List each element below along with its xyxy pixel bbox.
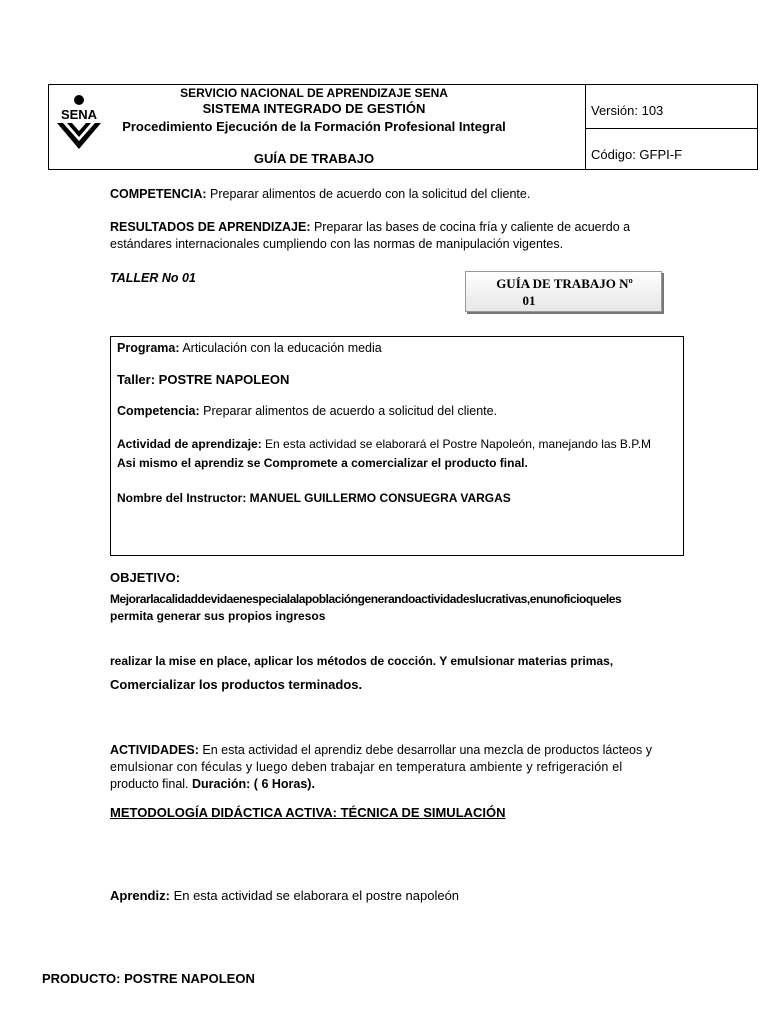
- actividades-text-1: En esta actividad el aprendiz debe desarrollar una mezcla de productos lácteos y: [198, 743, 652, 757]
- actividad-text: En esta actividad se elaborará el Postre Napoleón, manejando las B.P.M: [261, 437, 652, 451]
- actividades-line2: emulsionar con féculas y luego deben trabajar en temperatura ambiente y refrigeración el: [110, 760, 623, 774]
- objetivo-line4: Comercializar los productos terminados.: [110, 677, 363, 692]
- header-code: Código: GFPI-F: [591, 147, 683, 162]
- svg-text:SENA: SENA: [60, 107, 98, 122]
- resultados-line1: [110, 219, 630, 236]
- guide-box-line1: GUÍA DE TRABAJO Nº: [496, 276, 633, 291]
- objetivo-line1: Mejorarlacalidaddevidaenespecialalapoblacióngenerandoactividadeslucrativas,enunoficioqueles: [110, 592, 622, 606]
- competencia-text: Preparar alimentos de acuerdo con la solicitud del cliente.: [206, 187, 531, 201]
- actividades-text-3: producto final.: [110, 777, 192, 791]
- actividades-label: ACTIVIDADES:: [110, 743, 199, 757]
- actividades-line1: [110, 742, 658, 759]
- competencia-line: [110, 186, 530, 203]
- program-box: [110, 336, 684, 556]
- programa-text: Articulación con la educación media: [179, 341, 382, 355]
- header-divider-horizontal: [585, 128, 757, 129]
- sena-logo: [53, 93, 105, 153]
- taller-number: TALLER No 01: [110, 271, 196, 285]
- objetivo-label: OBJETIVO:: [110, 570, 181, 585]
- header-procedure: Procedimiento Ejecución de la Formación Profesional Integral: [122, 119, 506, 134]
- guide-number-box: [465, 271, 662, 312]
- guide-box-line2: 01: [522, 293, 536, 308]
- header-table: [48, 84, 758, 170]
- resultados-line2: estándares internacionales cumpliendo con las normas de manipulación vigentes.: [110, 237, 564, 251]
- duracion: Duración: ( 6 Horas).: [192, 777, 315, 791]
- program-competencia-line: [117, 403, 497, 420]
- objetivo-line3: realizar la mise en place, aplicar los métodos de cocción. Y emulsionar materias primas,: [110, 654, 614, 668]
- program-competencia-text: Preparar alimentos de acuerdo a solicitud del cliente.: [199, 404, 498, 418]
- actividad-line: [117, 436, 651, 453]
- compromiso-line: Asi mismo el aprendiz se Compromete a comercializar el producto final.: [117, 456, 528, 470]
- metodologia-heading: METODOLOGÍA DIDÁCTICA ACTIVA: TÉCNICA DE SIMULACIÓN: [110, 805, 506, 820]
- aprendiz-label: Aprendiz:: [110, 888, 170, 903]
- actividades-line3: [110, 776, 315, 793]
- programa-label: Programa:: [117, 341, 180, 355]
- objetivo-line2: permita generar sus propios ingresos: [110, 609, 326, 623]
- header-divider-vertical: [585, 85, 586, 169]
- aprendiz-text: En esta actividad se elaborara el postre napoleón: [169, 888, 460, 903]
- resultados-text-1: Preparar las bases de cocina fría y caliente de acuerdo a: [310, 220, 631, 234]
- header-system: SISTEMA INTEGRADO DE GESTIÓN: [202, 101, 426, 116]
- header-doc-type: GUÍA DE TRABAJO: [253, 151, 375, 166]
- header-version: Versión: 103: [591, 103, 664, 118]
- competencia-label: COMPETENCIA:: [110, 187, 207, 201]
- programa-line: [117, 340, 382, 357]
- actividad-label: Actividad de aprendizaje:: [117, 437, 262, 451]
- header-org: SERVICIO NACIONAL DE APRENDIZAJE SENA: [180, 86, 448, 100]
- aprendiz-line: [110, 887, 459, 904]
- taller-title: Taller: POSTRE NAPOLEON: [117, 372, 290, 387]
- program-competencia-label: Competencia:: [117, 404, 200, 418]
- instructor-line: Nombre del Instructor: MANUEL GUILLERMO CONSUEGRA VARGAS: [117, 491, 511, 505]
- resultados-label: RESULTADOS DE APRENDIZAJE:: [110, 220, 311, 234]
- producto-line: PRODUCTO: POSTRE NAPOLEON: [42, 971, 255, 986]
